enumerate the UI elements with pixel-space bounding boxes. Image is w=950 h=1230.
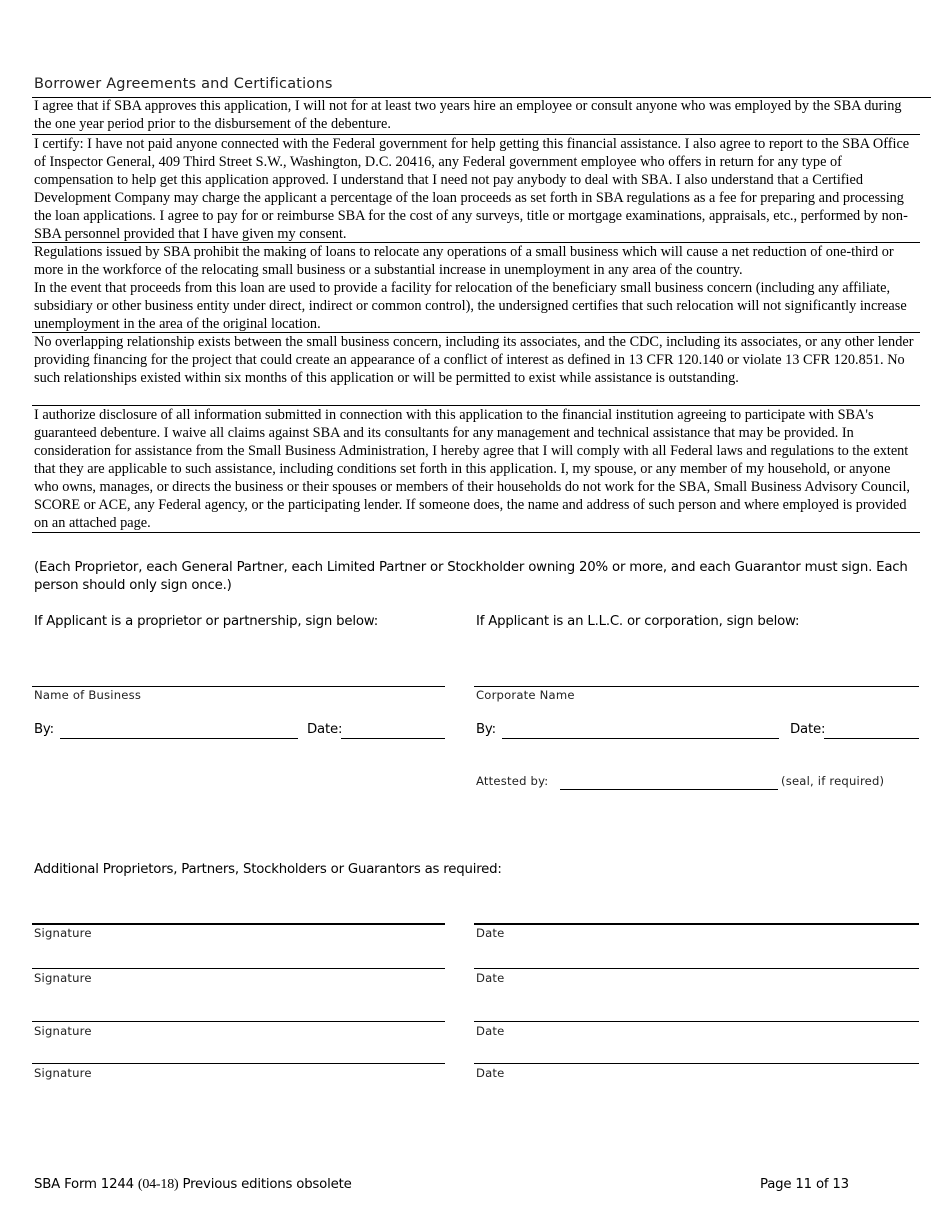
left-date-field[interactable] [341, 738, 445, 739]
date-label-2: Date [476, 971, 505, 985]
attested-by-label: Attested by: [476, 774, 549, 788]
paragraph-disclosure: I authorize disclosure of all information submitted in connection with this application to the financial institution agreeing to participate with SBA's guaranteed debenture. I waive all claims against SBA and its consultants for any management and technical assistance that may be provided. In consideration for assistance from the Small Business Administration, I hereby agree that I will comply with all Federal laws and regulations to the extent that they are applicable to such assistance, including conditions set forth in this application. I, my spouse, or any member of my household, or anyone who owns, manages, or directs the business or their spouses or members of their households do not work for the SBA, Small Business Advisory Council, SCORE or ACE, any Federal agency, or the participating lender. If someone does, the name and address of such person and where employed is provided on an attached page. [34, 407, 910, 531]
paragraph-no-hire: I agree that if SBA approves this application, I will not for at least two years hire an employee or consult anyone who was employed by the SBA during the one year period prior to the disbursement of the debenture. [34, 98, 902, 132]
signature-label-3: Signature [34, 1024, 92, 1038]
business-name-label: Name of Business [34, 688, 142, 702]
date-label-4: Date [476, 1066, 505, 1080]
signature-label-2: Signature [34, 971, 92, 985]
corporate-name-label: Corporate Name [476, 688, 575, 702]
date-field-1[interactable] [474, 923, 919, 925]
right-date-field[interactable] [824, 738, 919, 739]
corporate-name-field[interactable] [474, 686, 919, 687]
date-field-3[interactable] [474, 1021, 919, 1022]
left-by-label: By: [34, 722, 54, 737]
paragraph-certify: I certify: I have not paid anyone connected with the Federal government for help getting this financial assistance. I also agree to report to the SBA Office of Inspector General, 409 Third Street S.W., Washington, D.C. 20416, any Federal government employee who offers in return for any type of compensation to help get this application approved. I understand that I need not pay anybody to deal with SBA. I also understand that a Certified Development Company may charge the applicant a percentage of the loan proceeds as set forth in SBA regulations as a fee for preparing and processing the loan applications. I agree to pay for or reimburse SBA for the cost of any surveys, title or mortgage examinations, appraisals, etc., performed by non-SBA personnel provided that I have given my consent. [34, 136, 910, 242]
right-by-label: By: [476, 722, 496, 737]
signature-label-4: Signature [34, 1066, 92, 1080]
date-field-2[interactable] [474, 968, 919, 969]
signature-field-3[interactable] [32, 1021, 445, 1022]
form-footer [34, 1177, 352, 1193]
signature-field-1[interactable] [32, 923, 445, 925]
right-by-signature-field[interactable] [502, 738, 779, 739]
left-date-label: Date: [307, 722, 343, 737]
paragraph-relocation: Regulations issued by SBA prohibit the making of loans to relocate any operations of a small business which will cause a net reduction of one-third or more in the workforce of the relocating small business or a substantial increase in unemployment in any area of the country. In the event that proceeds from this loan are used to provide a facility for relocation of the beneficiary small business concern (including any affiliate, subsidiary or other business entity under direct, indirect or common control), the undersigned certifies that such relocation will not significantly increase unemployment in the area of the original location. [34, 244, 907, 332]
rule-bottom [32, 532, 920, 533]
page-number: Page 11 of 13 [760, 1177, 849, 1192]
date-field-4[interactable] [474, 1063, 919, 1064]
sign-note: (Each Proprietor, each General Partner, each Limited Partner or Stockholder owning 20% or more, and each Guarantor must sign. Each person should only sign once.) [34, 560, 908, 593]
signature-label-1: Signature [34, 926, 92, 940]
left-by-signature-field[interactable] [60, 738, 298, 739]
date-label-1: Date [476, 926, 505, 940]
additional-heading: Additional Proprietors, Partners, Stockholders or Guarantors as required: [34, 862, 502, 877]
signature-field-4[interactable] [32, 1063, 445, 1064]
form-number: SBA Form 1244 [34, 1177, 138, 1192]
paragraph-conflict: No overlapping relationship exists between the small business concern, including its associates, and the CDC, including its associates, or any other lender providing financing for the project that could create an appearance of a conflict of interest as defined in 13 CFR 120.140 or violate 13 CFR 120.851. No such relationships existed within six months of this application or will be permitted to exist while assistance is outstanding. [34, 334, 914, 386]
signature-field-2[interactable] [32, 968, 445, 969]
date-label-3: Date [476, 1024, 505, 1038]
right-date-label: Date: [790, 722, 826, 737]
form-revision-date: (04-18) [137, 1177, 179, 1192]
seal-label: (seal, if required) [781, 774, 885, 788]
section-title: Borrower Agreements and Certifications [34, 76, 333, 92]
right-heading: If Applicant is an L.L.C. or corporation, sign below: [476, 614, 800, 629]
left-heading: If Applicant is a proprietor or partnership, sign below: [34, 614, 379, 629]
business-name-field[interactable] [32, 686, 445, 687]
attested-by-field[interactable] [560, 789, 778, 790]
form-obsolete-note: Previous editions obsolete [178, 1177, 352, 1192]
